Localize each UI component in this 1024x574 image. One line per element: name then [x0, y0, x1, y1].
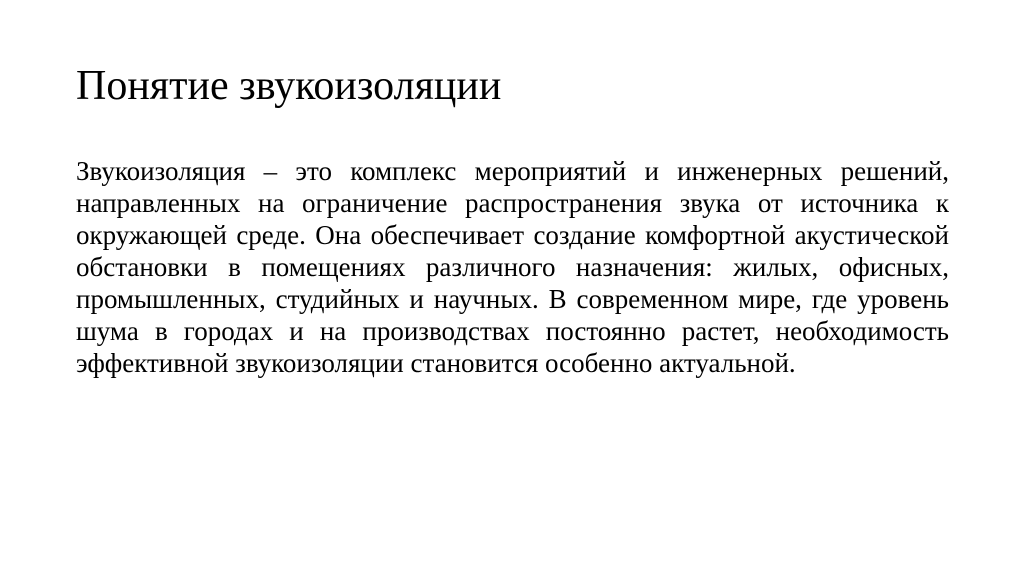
slide-title: Понятие звукоизоляции: [76, 63, 502, 109]
slide-body-text: Звукоизоляция – это комплекс мероприятий и инженерных решений, направленных на ограничение распространения звука от источника к окружающей среде. Она обеспечивает создание комфортной акустической обстановки в помещениях различного назначения: жилых, офисных, промышленных, студийных и научных. В современном мире, где уровень шума в городах и на производствах постоянно растет, необходимость эффективной звукоизоляции становится особенно актуальной.: [76, 156, 949, 378]
